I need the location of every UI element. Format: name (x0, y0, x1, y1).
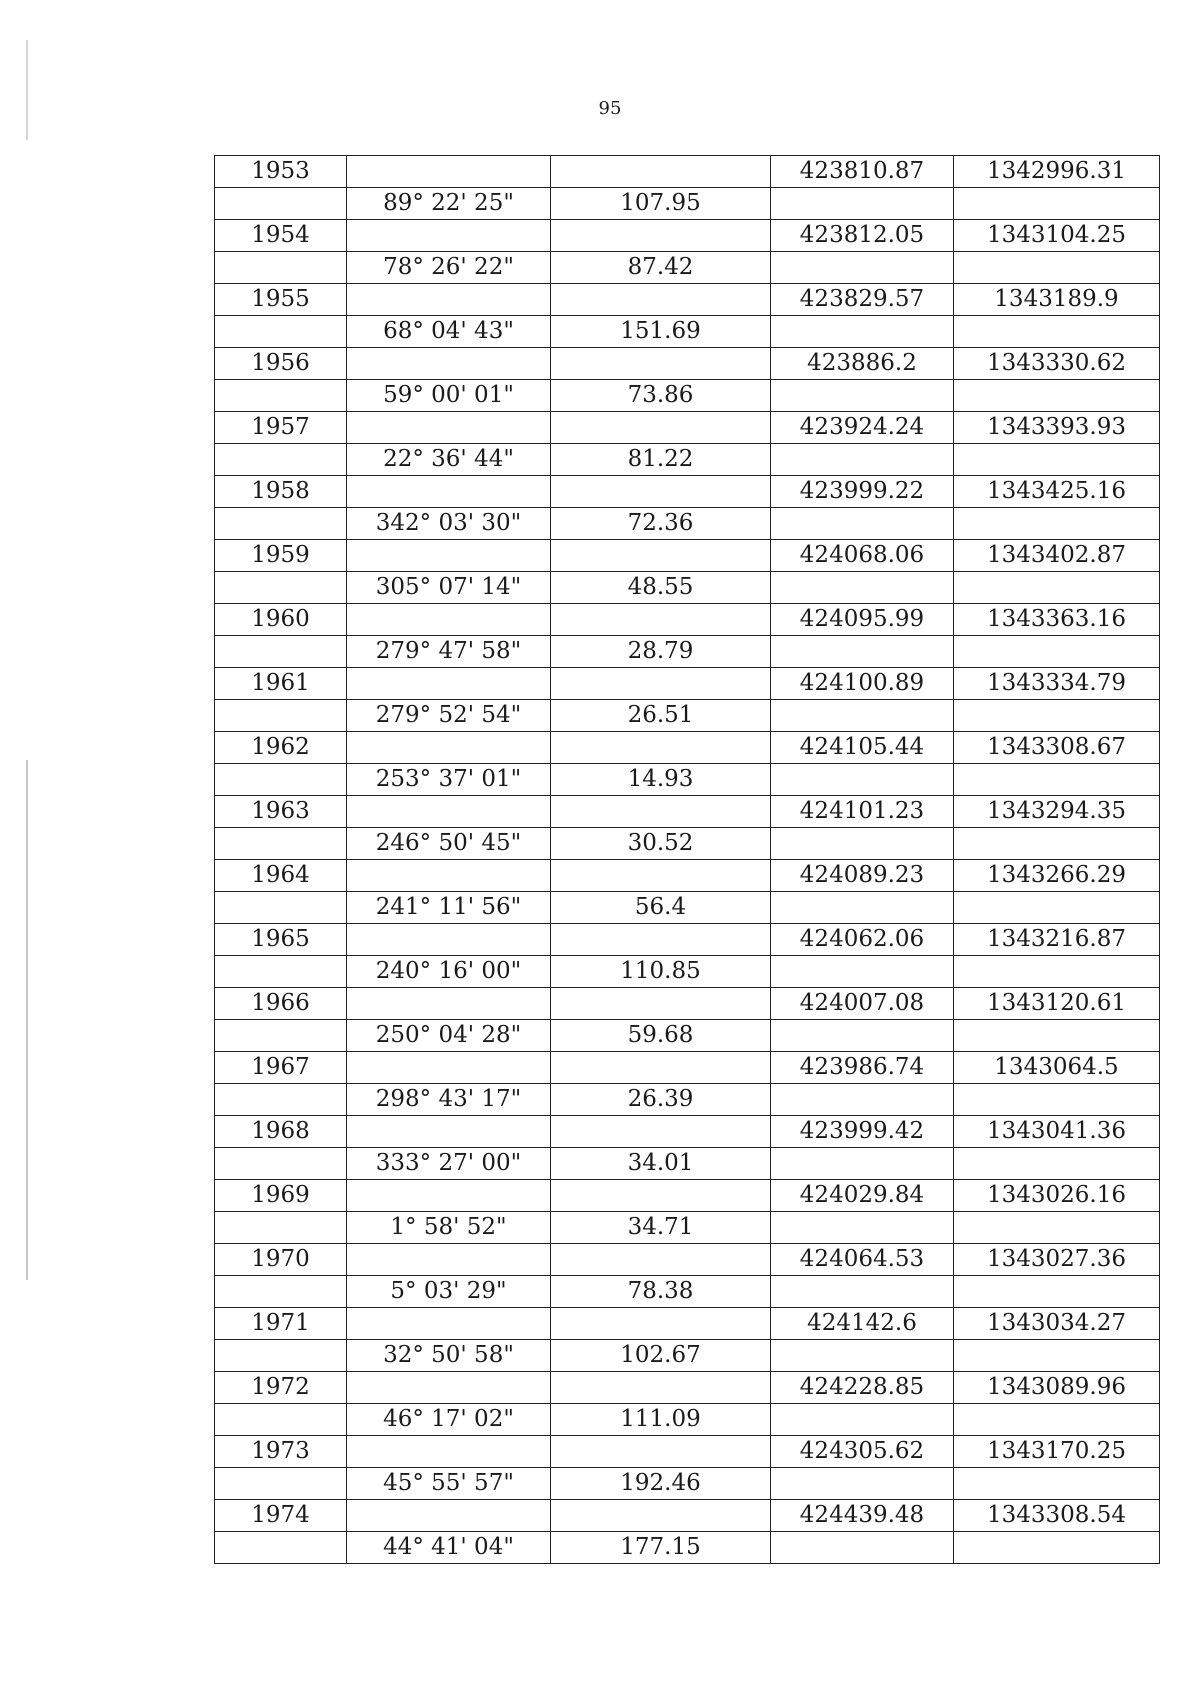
easting-cell (771, 1404, 954, 1436)
bearing-cell (347, 668, 551, 700)
northing-cell (954, 1148, 1160, 1180)
table-row (215, 700, 1160, 732)
distance-cell: 111.09 (551, 1404, 771, 1436)
distance-cell: 192.46 (551, 1468, 771, 1500)
distance-cell (551, 860, 771, 892)
distance-cell: 102.67 (551, 1340, 771, 1372)
easting-cell (771, 252, 954, 284)
easting-cell (771, 380, 954, 412)
distance-cell: 73.86 (551, 380, 771, 412)
bearing-cell (347, 604, 551, 636)
bearing-cell: 45° 55' 57" (347, 1468, 551, 1500)
northing-cell (954, 380, 1160, 412)
distance-cell (551, 348, 771, 380)
table-row (215, 956, 1160, 988)
easting-cell (771, 1148, 954, 1180)
distance-cell (551, 284, 771, 316)
easting-cell (771, 636, 954, 668)
easting-cell: 424100.89 (771, 668, 954, 700)
easting-cell (771, 1340, 954, 1372)
table-row (215, 1404, 1160, 1436)
distance-cell: 107.95 (551, 188, 771, 220)
northing-cell (954, 1276, 1160, 1308)
bearing-cell (347, 1180, 551, 1212)
easting-cell: 424068.06 (771, 540, 954, 572)
bearing-cell (347, 348, 551, 380)
northing-cell: 1343308.67 (954, 732, 1160, 764)
table-row (215, 252, 1160, 284)
easting-cell: 423924.24 (771, 412, 954, 444)
distance-cell (551, 1500, 771, 1532)
northing-cell (954, 1404, 1160, 1436)
northing-cell (954, 252, 1160, 284)
easting-cell: 424439.48 (771, 1500, 954, 1532)
table-row (215, 604, 1160, 636)
distance-cell (551, 924, 771, 956)
northing-cell (954, 508, 1160, 540)
bearing-cell: 298° 43' 17" (347, 1084, 551, 1116)
table-row (215, 796, 1160, 828)
easting-cell (771, 188, 954, 220)
bearing-cell (347, 924, 551, 956)
table-row (215, 188, 1160, 220)
northing-cell (954, 828, 1160, 860)
table-row (215, 1180, 1160, 1212)
distance-cell (551, 476, 771, 508)
easting-cell (771, 1020, 954, 1052)
station-cell: 1953 (215, 156, 347, 188)
station-cell: 1957 (215, 412, 347, 444)
easting-cell: 424228.85 (771, 1372, 954, 1404)
bearing-cell (347, 220, 551, 252)
northing-cell: 1343266.29 (954, 860, 1160, 892)
station-cell (215, 956, 347, 988)
distance-cell (551, 988, 771, 1020)
distance-cell (551, 156, 771, 188)
easting-cell: 424062.06 (771, 924, 954, 956)
table-row (215, 1148, 1160, 1180)
station-cell (215, 316, 347, 348)
bearing-cell: 246° 50' 45" (347, 828, 551, 860)
survey-coordinates-table (214, 155, 1160, 1564)
northing-cell (954, 572, 1160, 604)
bearing-cell: 32° 50' 58" (347, 1340, 551, 1372)
distance-cell: 177.15 (551, 1532, 771, 1564)
table-row (215, 316, 1160, 348)
bearing-cell: 5° 03' 29" (347, 1276, 551, 1308)
easting-cell (771, 828, 954, 860)
distance-cell: 151.69 (551, 316, 771, 348)
station-cell (215, 508, 347, 540)
table-row (215, 892, 1160, 924)
northing-cell (954, 636, 1160, 668)
station-cell: 1963 (215, 796, 347, 828)
bearing-cell (347, 1052, 551, 1084)
northing-cell (954, 316, 1160, 348)
table-row (215, 1468, 1160, 1500)
station-cell: 1974 (215, 1500, 347, 1532)
bearing-cell (347, 732, 551, 764)
bearing-cell: 68° 04' 43" (347, 316, 551, 348)
station-cell (215, 1084, 347, 1116)
easting-cell: 424064.53 (771, 1244, 954, 1276)
easting-cell: 423886.2 (771, 348, 954, 380)
easting-cell (771, 892, 954, 924)
northing-cell: 1343104.25 (954, 220, 1160, 252)
table-row (215, 476, 1160, 508)
station-cell: 1966 (215, 988, 347, 1020)
distance-cell: 78.38 (551, 1276, 771, 1308)
distance-cell (551, 1244, 771, 1276)
table-row (215, 988, 1160, 1020)
station-cell (215, 444, 347, 476)
station-cell (215, 1532, 347, 1564)
northing-cell: 1343308.54 (954, 1500, 1160, 1532)
distance-cell (551, 540, 771, 572)
bearing-cell: 44° 41' 04" (347, 1532, 551, 1564)
station-cell (215, 1468, 347, 1500)
station-cell (215, 700, 347, 732)
table-row (215, 1244, 1160, 1276)
easting-cell: 423999.22 (771, 476, 954, 508)
distance-cell (551, 732, 771, 764)
station-cell: 1972 (215, 1372, 347, 1404)
distance-cell: 34.01 (551, 1148, 771, 1180)
northing-cell (954, 444, 1160, 476)
distance-cell (551, 1116, 771, 1148)
distance-cell: 87.42 (551, 252, 771, 284)
station-cell (215, 636, 347, 668)
station-cell: 1965 (215, 924, 347, 956)
bearing-cell: 89° 22' 25" (347, 188, 551, 220)
table-row (215, 1212, 1160, 1244)
distance-cell: 28.79 (551, 636, 771, 668)
table-row (215, 412, 1160, 444)
easting-cell: 424105.44 (771, 732, 954, 764)
station-cell (215, 1276, 347, 1308)
bearing-cell (347, 476, 551, 508)
easting-cell: 423999.42 (771, 1116, 954, 1148)
distance-cell (551, 1308, 771, 1340)
station-cell: 1959 (215, 540, 347, 572)
station-cell: 1958 (215, 476, 347, 508)
northing-cell (954, 892, 1160, 924)
bearing-cell (347, 1308, 551, 1340)
northing-cell: 1343064.5 (954, 1052, 1160, 1084)
bearing-cell: 253° 37' 01" (347, 764, 551, 796)
bearing-cell (347, 988, 551, 1020)
distance-cell (551, 412, 771, 444)
bearing-cell: 342° 03' 30" (347, 508, 551, 540)
table-row (215, 1308, 1160, 1340)
table-row (215, 1116, 1160, 1148)
table-row (215, 348, 1160, 380)
bearing-cell: 240° 16' 00" (347, 956, 551, 988)
table-row (215, 1084, 1160, 1116)
table-row (215, 444, 1160, 476)
easting-cell: 423810.87 (771, 156, 954, 188)
distance-cell: 14.93 (551, 764, 771, 796)
distance-cell (551, 220, 771, 252)
northing-cell: 1343120.61 (954, 988, 1160, 1020)
station-cell (215, 188, 347, 220)
station-cell: 1973 (215, 1436, 347, 1468)
easting-cell (771, 1468, 954, 1500)
station-cell: 1969 (215, 1180, 347, 1212)
station-cell (215, 1020, 347, 1052)
easting-cell: 424029.84 (771, 1180, 954, 1212)
table-row (215, 1052, 1160, 1084)
station-cell: 1970 (215, 1244, 347, 1276)
station-cell (215, 764, 347, 796)
easting-cell (771, 444, 954, 476)
bearing-cell (347, 540, 551, 572)
table-row (215, 1532, 1160, 1564)
bearing-cell: 333° 27' 00" (347, 1148, 551, 1180)
table-row (215, 220, 1160, 252)
northing-cell: 1343294.35 (954, 796, 1160, 828)
station-cell (215, 1404, 347, 1436)
bearing-cell: 241° 11' 56" (347, 892, 551, 924)
station-cell (215, 1340, 347, 1372)
station-cell: 1954 (215, 220, 347, 252)
northing-cell: 1343334.79 (954, 668, 1160, 700)
northing-cell (954, 956, 1160, 988)
distance-cell: 30.52 (551, 828, 771, 860)
bearing-cell (347, 860, 551, 892)
easting-cell: 424095.99 (771, 604, 954, 636)
table-row (215, 668, 1160, 700)
distance-cell (551, 604, 771, 636)
northing-cell (954, 1084, 1160, 1116)
easting-cell (771, 1276, 954, 1308)
easting-cell (771, 764, 954, 796)
bearing-cell (347, 156, 551, 188)
station-cell: 1955 (215, 284, 347, 316)
northing-cell: 1343393.93 (954, 412, 1160, 444)
northing-cell: 1343330.62 (954, 348, 1160, 380)
easting-cell (771, 316, 954, 348)
distance-cell: 34.71 (551, 1212, 771, 1244)
bearing-cell: 250° 04' 28" (347, 1020, 551, 1052)
station-cell: 1971 (215, 1308, 347, 1340)
table-row (215, 732, 1160, 764)
table-row (215, 540, 1160, 572)
bearing-cell: 1° 58' 52" (347, 1212, 551, 1244)
northing-cell (954, 1020, 1160, 1052)
table-row (215, 1276, 1160, 1308)
station-cell (215, 828, 347, 860)
easting-cell: 424305.62 (771, 1436, 954, 1468)
bearing-cell (347, 284, 551, 316)
bearing-cell: 22° 36' 44" (347, 444, 551, 476)
table-row (215, 1500, 1160, 1532)
table-row (215, 156, 1160, 188)
northing-cell: 1343034.27 (954, 1308, 1160, 1340)
bearing-cell (347, 412, 551, 444)
station-cell (215, 1212, 347, 1244)
table-row (215, 284, 1160, 316)
distance-cell (551, 668, 771, 700)
table-row (215, 1436, 1160, 1468)
scan-margin-mark (26, 760, 28, 1280)
distance-cell: 81.22 (551, 444, 771, 476)
table-row (215, 764, 1160, 796)
northing-cell: 1343170.25 (954, 1436, 1160, 1468)
northing-cell (954, 700, 1160, 732)
easting-cell: 423812.05 (771, 220, 954, 252)
station-cell (215, 1148, 347, 1180)
northing-cell: 1343026.16 (954, 1180, 1160, 1212)
easting-cell: 424089.23 (771, 860, 954, 892)
bearing-cell: 279° 47' 58" (347, 636, 551, 668)
northing-cell: 1343425.16 (954, 476, 1160, 508)
northing-cell: 1343027.36 (954, 1244, 1160, 1276)
northing-cell: 1343363.16 (954, 604, 1160, 636)
station-cell (215, 252, 347, 284)
northing-cell (954, 764, 1160, 796)
distance-cell: 72.36 (551, 508, 771, 540)
easting-cell: 424142.6 (771, 1308, 954, 1340)
distance-cell (551, 1180, 771, 1212)
northing-cell (954, 1468, 1160, 1500)
distance-cell (551, 1436, 771, 1468)
station-cell: 1968 (215, 1116, 347, 1148)
bearing-cell: 279° 52' 54" (347, 700, 551, 732)
table-body (215, 156, 1160, 1564)
easting-cell (771, 1212, 954, 1244)
easting-cell: 423986.74 (771, 1052, 954, 1084)
bearing-cell: 78° 26' 22" (347, 252, 551, 284)
easting-cell (771, 508, 954, 540)
distance-cell: 48.55 (551, 572, 771, 604)
northing-cell (954, 1340, 1160, 1372)
northing-cell (954, 188, 1160, 220)
distance-cell: 110.85 (551, 956, 771, 988)
table-row (215, 1020, 1160, 1052)
station-cell: 1964 (215, 860, 347, 892)
page-number: 95 (598, 98, 622, 119)
distance-cell: 59.68 (551, 1020, 771, 1052)
station-cell: 1961 (215, 668, 347, 700)
distance-cell: 26.39 (551, 1084, 771, 1116)
bearing-cell (347, 1372, 551, 1404)
station-cell: 1956 (215, 348, 347, 380)
station-cell: 1967 (215, 1052, 347, 1084)
distance-cell: 56.4 (551, 892, 771, 924)
easting-cell: 423829.57 (771, 284, 954, 316)
northing-cell: 1343189.9 (954, 284, 1160, 316)
bearing-cell: 46° 17' 02" (347, 1404, 551, 1436)
bearing-cell (347, 1244, 551, 1276)
northing-cell (954, 1212, 1160, 1244)
easting-cell: 424101.23 (771, 796, 954, 828)
station-cell (215, 892, 347, 924)
station-cell (215, 380, 347, 412)
table-row (215, 924, 1160, 956)
table-row (215, 636, 1160, 668)
easting-cell (771, 1084, 954, 1116)
northing-cell: 1343402.87 (954, 540, 1160, 572)
scan-margin-mark (26, 40, 28, 140)
bearing-cell (347, 796, 551, 828)
distance-cell (551, 796, 771, 828)
table-row (215, 572, 1160, 604)
table-row (215, 380, 1160, 412)
bearing-cell (347, 1116, 551, 1148)
distance-cell (551, 1052, 771, 1084)
easting-cell: 424007.08 (771, 988, 954, 1020)
northing-cell: 1343216.87 (954, 924, 1160, 956)
table-row (215, 860, 1160, 892)
bearing-cell: 59° 00' 01" (347, 380, 551, 412)
table-row (215, 508, 1160, 540)
northing-cell: 1342996.31 (954, 156, 1160, 188)
station-cell (215, 572, 347, 604)
northing-cell: 1343089.96 (954, 1372, 1160, 1404)
bearing-cell: 305° 07' 14" (347, 572, 551, 604)
northing-cell: 1343041.36 (954, 1116, 1160, 1148)
table-row (215, 1372, 1160, 1404)
easting-cell (771, 1532, 954, 1564)
easting-cell (771, 956, 954, 988)
bearing-cell (347, 1436, 551, 1468)
easting-cell (771, 700, 954, 732)
distance-cell: 26.51 (551, 700, 771, 732)
station-cell: 1962 (215, 732, 347, 764)
table-row (215, 1340, 1160, 1372)
easting-cell (771, 572, 954, 604)
distance-cell (551, 1372, 771, 1404)
northing-cell (954, 1532, 1160, 1564)
station-cell: 1960 (215, 604, 347, 636)
table-row (215, 828, 1160, 860)
bearing-cell (347, 1500, 551, 1532)
